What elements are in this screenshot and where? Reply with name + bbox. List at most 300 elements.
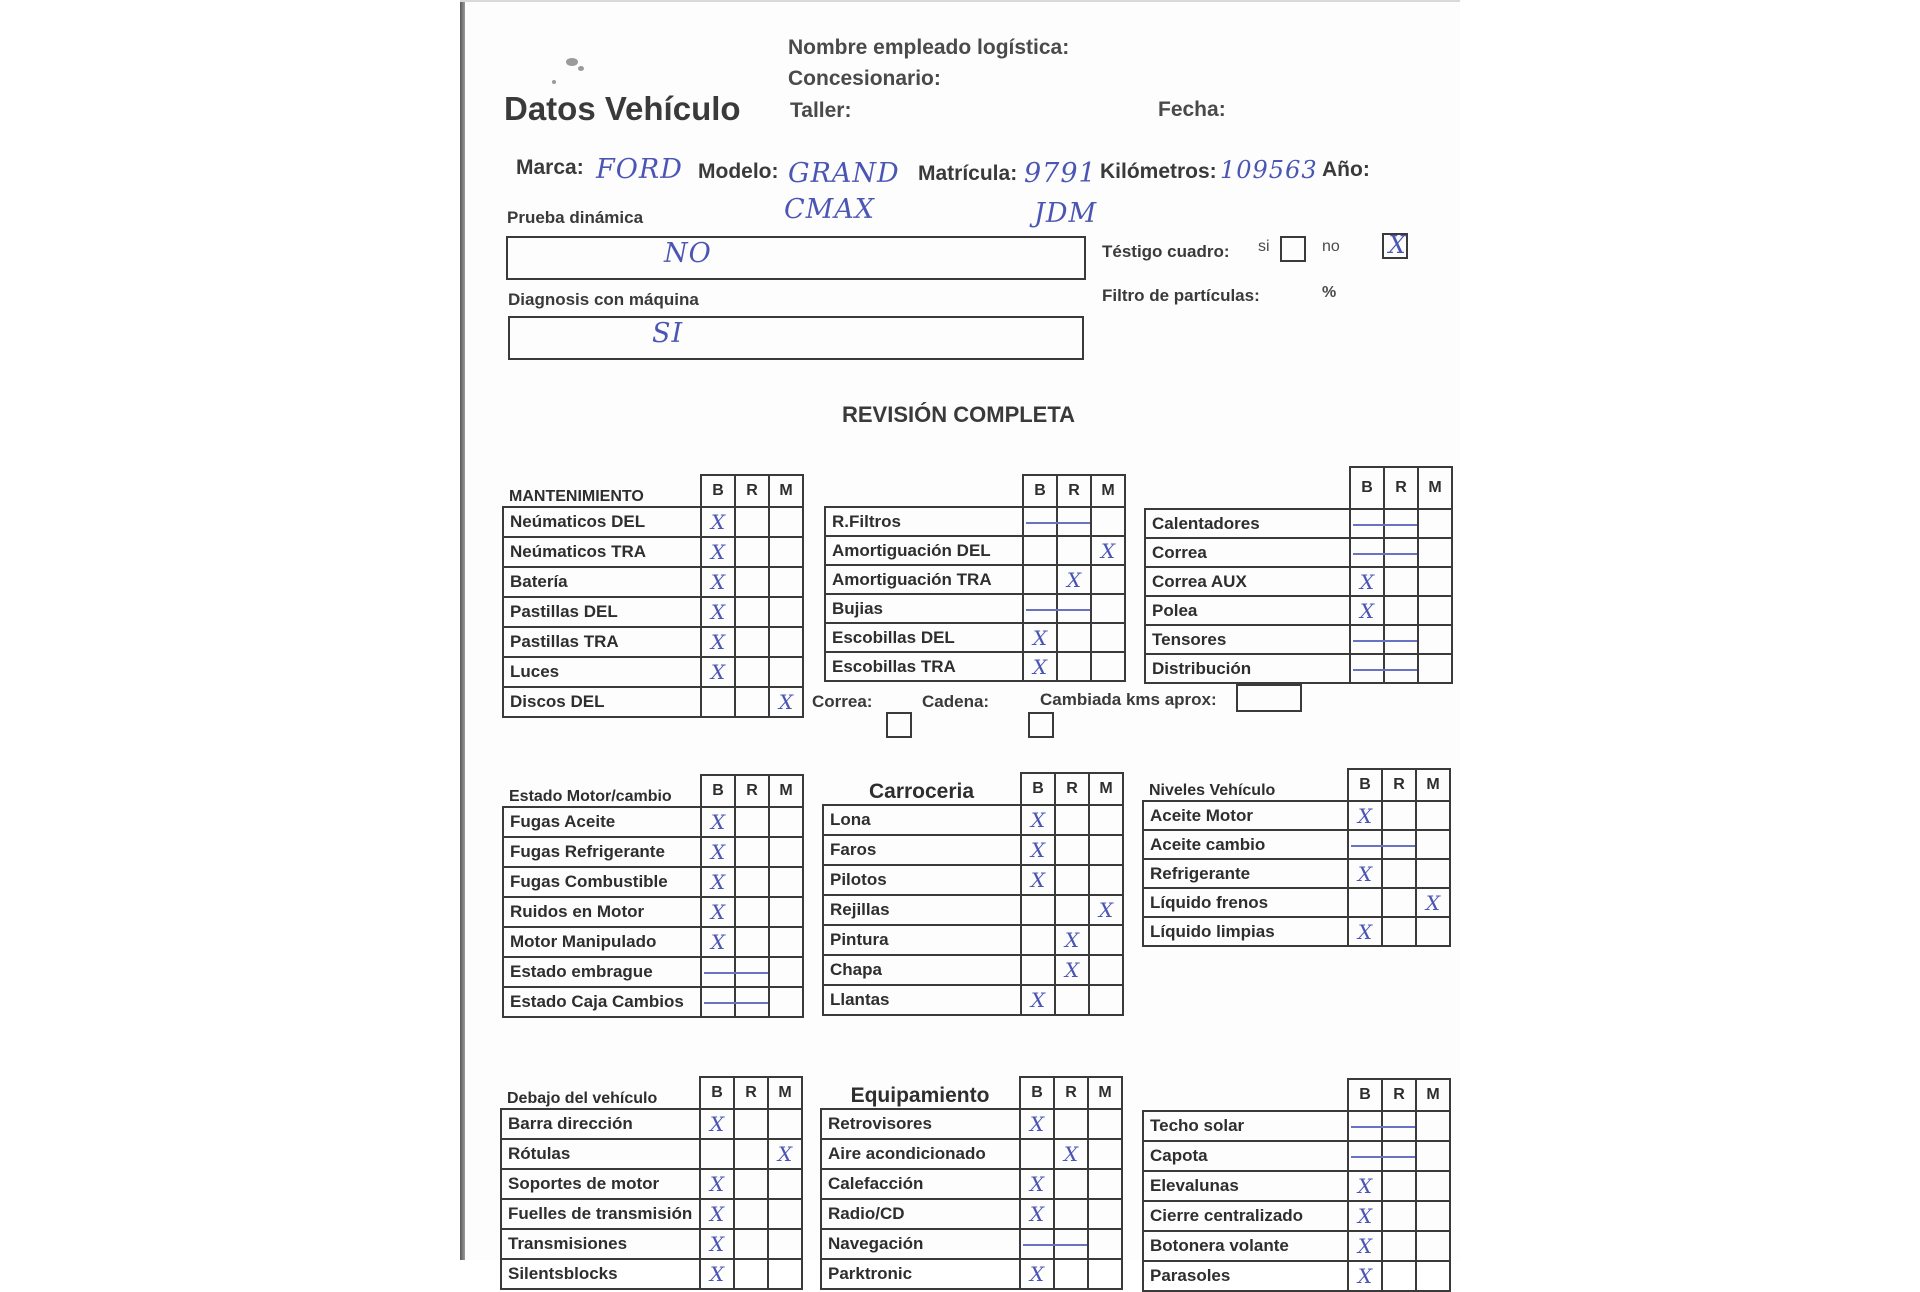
table-row <box>823 955 1123 985</box>
cell-m <box>769 537 803 567</box>
strike-line <box>1023 1244 1087 1246</box>
check-mark: X <box>1357 1204 1373 1228</box>
cell-r <box>1382 1231 1416 1261</box>
cell-m <box>769 807 803 837</box>
table-header-row <box>1145 467 1452 509</box>
cell-m <box>1416 830 1450 859</box>
kilometros-label: Kilómetros: <box>1100 160 1217 183</box>
row-label: Calefacción <box>821 1169 1020 1199</box>
diagnosis-field <box>508 316 1084 360</box>
cell-b <box>1350 625 1384 654</box>
check-mark: X <box>710 660 726 684</box>
section-title <box>1143 1079 1348 1111</box>
row-label: Escobillas DEL <box>825 623 1023 652</box>
table-header-row <box>503 475 803 507</box>
cell-b <box>1348 1201 1382 1231</box>
table-row <box>1143 888 1450 917</box>
cell-r <box>1055 865 1089 895</box>
cell-b <box>1348 917 1382 946</box>
column-header-m: M <box>769 475 803 507</box>
cell-m <box>1089 865 1123 895</box>
table-row <box>503 957 803 987</box>
cell-m <box>1418 625 1452 654</box>
cell-m <box>769 657 803 687</box>
cell-b <box>1348 888 1382 917</box>
row-label: Polea <box>1145 596 1350 625</box>
cell-r <box>734 1229 768 1259</box>
column-header-r: R <box>1054 1077 1088 1109</box>
cell-m <box>769 687 803 717</box>
cell-b <box>1348 1111 1382 1141</box>
table-row <box>821 1199 1122 1229</box>
cell-m <box>1088 1259 1122 1289</box>
kilometros-value: 109563 <box>1220 156 1318 184</box>
row-label: Elevalunas <box>1143 1171 1348 1201</box>
table-row <box>1145 538 1452 567</box>
cell-r <box>734 1109 768 1139</box>
cell-r <box>1384 596 1418 625</box>
cell-m <box>1418 596 1452 625</box>
cell-b <box>1350 538 1384 567</box>
testigo-no-mark: X <box>1388 231 1406 259</box>
anio-label: Año: <box>1322 158 1370 181</box>
check-mark: X <box>1064 958 1080 982</box>
cell-b <box>701 867 735 897</box>
cell-r <box>1382 917 1416 946</box>
cell-b <box>1020 1139 1054 1169</box>
row-label: Amortiguación TRA <box>825 565 1023 594</box>
table-header-row <box>503 775 803 807</box>
table-header-row <box>821 1077 1122 1109</box>
cell-m <box>1091 565 1125 594</box>
check-mark: X <box>1064 928 1080 952</box>
check-mark: X <box>1359 569 1375 594</box>
table-row <box>1143 830 1450 859</box>
row-label: R.Filtros <box>825 507 1023 536</box>
row-label: Ruidos en Motor <box>503 897 701 927</box>
row-label: Escobillas TRA <box>825 652 1023 681</box>
cell-r <box>1382 1171 1416 1201</box>
cell-r <box>734 1259 768 1289</box>
section-title: Carroceria <box>868 780 975 803</box>
check-mark: X <box>709 1112 725 1136</box>
row-label: Aceite cambio <box>1143 830 1348 859</box>
column-header-r: R <box>1057 475 1091 507</box>
correa-label: Correa: <box>812 692 873 711</box>
cell-m <box>769 837 803 867</box>
check-mark: X <box>1066 567 1082 592</box>
cell-b <box>1350 509 1384 538</box>
check-mark: X <box>710 570 726 594</box>
row-label: Capota <box>1143 1141 1348 1171</box>
cell-m <box>769 567 803 597</box>
cell-m <box>1088 1169 1122 1199</box>
cell-r <box>1055 955 1089 985</box>
cell-m <box>1088 1139 1122 1169</box>
cell-b <box>701 627 735 657</box>
cell-m <box>1089 805 1123 835</box>
table-row <box>501 1109 802 1139</box>
table-header-row <box>825 475 1125 507</box>
column-header-m: M <box>1416 769 1450 801</box>
cell-m <box>1091 536 1125 565</box>
cell-m <box>769 867 803 897</box>
modelo-label: Modelo: <box>698 160 779 183</box>
check-mark: X <box>1357 861 1373 886</box>
table-header-row <box>501 1077 802 1109</box>
column-header-b: B <box>1348 769 1382 801</box>
cell-b <box>1348 801 1382 830</box>
cell-m <box>769 957 803 987</box>
cell-m <box>1418 538 1452 567</box>
cell-r <box>1382 859 1416 888</box>
filtros-table <box>824 474 1126 682</box>
table-row <box>503 927 803 957</box>
check-mark: X <box>709 1262 725 1286</box>
check-mark: X <box>1029 1262 1045 1286</box>
cadena-label: Cadena: <box>922 692 990 711</box>
table-row <box>503 807 803 837</box>
column-header-m: M <box>1418 467 1452 509</box>
table-row <box>503 987 803 1017</box>
cell-r <box>735 567 769 597</box>
cell-r <box>1055 985 1089 1015</box>
cell-r <box>1057 536 1091 565</box>
row-label: Luces <box>503 657 701 687</box>
cell-b <box>1020 1259 1054 1289</box>
prueba-field <box>506 236 1086 280</box>
row-label: Líquido frenos <box>1143 888 1348 917</box>
check-mark: X <box>1100 538 1116 563</box>
niveles-table <box>1142 768 1451 947</box>
cell-b <box>1350 654 1384 683</box>
table-row <box>825 594 1125 623</box>
cell-b <box>700 1109 734 1139</box>
cell-m <box>1089 895 1123 925</box>
column-header-r: R <box>735 775 769 807</box>
row-label: Neúmaticos DEL <box>503 507 701 537</box>
table-row <box>1143 1111 1450 1141</box>
section-title: Equipamiento <box>850 1084 990 1107</box>
cell-m <box>769 597 803 627</box>
cell-b <box>1021 805 1055 835</box>
cell-b <box>1021 895 1055 925</box>
cell-b <box>1020 1109 1054 1139</box>
table-row <box>823 895 1123 925</box>
row-label: Fugas Refrigerante <box>503 837 701 867</box>
cell-b <box>1021 925 1055 955</box>
row-label: Llantas <box>823 985 1021 1015</box>
column-header-m: M <box>1416 1079 1450 1111</box>
cell-m <box>1416 1231 1450 1261</box>
strike-line <box>1351 1126 1415 1128</box>
cell-r <box>735 687 769 717</box>
row-label: Amortiguación DEL <box>825 536 1023 565</box>
check-mark: X <box>1032 625 1048 650</box>
cell-m <box>1416 1111 1450 1141</box>
cell-b <box>701 837 735 867</box>
check-mark: X <box>1357 919 1373 944</box>
cell-b <box>1021 985 1055 1015</box>
check-mark: X <box>710 840 726 864</box>
cell-r <box>1055 805 1089 835</box>
cell-r <box>735 807 769 837</box>
check-mark: X <box>1357 1264 1373 1288</box>
table-row <box>821 1259 1122 1289</box>
row-label: Barra dirección <box>501 1109 700 1139</box>
cell-r <box>1382 1201 1416 1231</box>
cadena-checkbox <box>1028 712 1054 738</box>
table-row <box>503 627 803 657</box>
cell-r <box>1384 567 1418 596</box>
cell-r <box>735 657 769 687</box>
marca-label: Marca: <box>516 156 584 179</box>
row-label: Rejillas <box>823 895 1021 925</box>
row-label: Pastillas DEL <box>503 597 701 627</box>
cell-m <box>1091 623 1125 652</box>
cell-r <box>735 537 769 567</box>
cell-m <box>1416 801 1450 830</box>
cell-b <box>1350 596 1384 625</box>
table-row <box>1143 1261 1450 1291</box>
cell-m <box>769 627 803 657</box>
column-header-b: B <box>700 1077 734 1109</box>
cell-m <box>768 1199 802 1229</box>
cell-b <box>1023 507 1057 536</box>
row-label: Fugas Combustible <box>503 867 701 897</box>
cell-b <box>701 897 735 927</box>
cell-b <box>701 927 735 957</box>
cell-b <box>701 597 735 627</box>
table-row <box>825 652 1125 681</box>
strike-line <box>1026 522 1090 524</box>
row-label: Batería <box>503 567 701 597</box>
check-mark: X <box>1357 1174 1373 1198</box>
row-label: Refrigerante <box>1143 859 1348 888</box>
column-header-b: B <box>1350 467 1384 509</box>
table-row <box>503 897 803 927</box>
mantenimiento-table <box>502 474 804 718</box>
table-row <box>1145 625 1452 654</box>
column-header-m: M <box>1089 773 1123 805</box>
row-label: Radio/CD <box>821 1199 1020 1229</box>
cell-m <box>1091 594 1125 623</box>
cell-m <box>1088 1229 1122 1259</box>
row-label: Silentsblocks <box>501 1259 700 1289</box>
row-label: Distribución <box>1145 654 1350 683</box>
table-row <box>501 1199 802 1229</box>
column-header-b: B <box>1020 1077 1054 1109</box>
table-row <box>503 657 803 687</box>
cell-m <box>768 1229 802 1259</box>
table-row <box>823 865 1123 895</box>
check-mark: X <box>710 870 726 894</box>
table-row <box>503 567 803 597</box>
cell-b <box>1023 652 1057 681</box>
carroceria-table <box>822 772 1124 1016</box>
column-header-r: R <box>735 475 769 507</box>
table-row <box>501 1139 802 1169</box>
column-header-b: B <box>1023 475 1057 507</box>
revision-title: REVISIÓN COMPLETA <box>842 402 1076 427</box>
check-mark: X <box>1030 988 1046 1012</box>
cell-b <box>1021 955 1055 985</box>
check-mark: X <box>1359 598 1375 623</box>
section-title <box>1145 467 1350 509</box>
strike-line <box>704 1002 768 1004</box>
row-label: Soportes de motor <box>501 1169 700 1199</box>
page-edge <box>460 0 465 1260</box>
cell-r <box>1382 1261 1416 1291</box>
cell-m <box>1091 507 1125 536</box>
row-label: Pintura <box>823 925 1021 955</box>
table-row <box>1145 567 1452 596</box>
matricula-value-1: 9791 <box>1024 158 1097 189</box>
cell-m <box>1088 1199 1122 1229</box>
cell-b <box>701 657 735 687</box>
table-row <box>1143 1141 1450 1171</box>
check-mark: X <box>1029 1112 1045 1136</box>
cell-b <box>1023 565 1057 594</box>
strike-line <box>1353 669 1417 671</box>
row-label: Lona <box>823 805 1021 835</box>
cell-m <box>1416 1171 1450 1201</box>
cell-r <box>734 1169 768 1199</box>
check-mark: X <box>1063 1142 1079 1166</box>
cell-r <box>1057 565 1091 594</box>
section-title: Niveles Vehículo <box>1149 782 1276 799</box>
row-label: Chapa <box>823 955 1021 985</box>
concesionario-label: Concesionario: <box>788 67 941 90</box>
strike-line <box>1026 609 1090 611</box>
cell-r <box>1057 652 1091 681</box>
cell-r <box>1055 895 1089 925</box>
cell-b <box>1350 567 1384 596</box>
check-mark: X <box>710 540 726 564</box>
table-header-row <box>1143 769 1450 801</box>
cell-r <box>734 1139 768 1169</box>
cell-b <box>701 507 735 537</box>
table-row <box>821 1169 1122 1199</box>
table-row <box>1143 1201 1450 1231</box>
table-row <box>503 837 803 867</box>
cell-m <box>1416 917 1450 946</box>
cell-r <box>1055 925 1089 955</box>
row-label: Aire acondicionado <box>821 1139 1020 1169</box>
table-row <box>823 925 1123 955</box>
table-header-row <box>1143 1079 1450 1111</box>
section-title <box>825 475 1023 507</box>
cell-r <box>1382 801 1416 830</box>
cambiada-field <box>1236 684 1302 712</box>
check-mark: X <box>710 930 726 954</box>
cell-r <box>1054 1199 1088 1229</box>
testigo-label: Téstigo cuadro: <box>1102 242 1230 261</box>
cell-b <box>701 987 735 1017</box>
cell-b <box>1020 1199 1054 1229</box>
column-header-m: M <box>1088 1077 1122 1109</box>
check-mark: X <box>1098 898 1114 922</box>
strike-line <box>704 972 768 974</box>
form-title: Datos Vehículo <box>504 90 741 127</box>
section-title: MANTENIMIENTO <box>509 488 644 505</box>
table-row <box>825 507 1125 536</box>
cell-b <box>701 537 735 567</box>
cell-m <box>1418 509 1452 538</box>
table-row <box>1143 917 1450 946</box>
ink-smudge <box>552 80 556 84</box>
cell-m <box>1089 835 1123 865</box>
cell-r <box>1054 1259 1088 1289</box>
row-label: Motor Manipulado <box>503 927 701 957</box>
empleado-label: Nombre empleado logística: <box>788 36 1070 59</box>
check-mark: X <box>1030 868 1046 892</box>
cell-r <box>735 867 769 897</box>
cambiada-label: Cambiada kms aprox: <box>1040 690 1217 709</box>
table-row <box>823 805 1123 835</box>
check-mark: X <box>1357 803 1373 828</box>
cell-r <box>1057 623 1091 652</box>
table-row <box>503 597 803 627</box>
table-row <box>501 1229 802 1259</box>
table-row <box>1143 1231 1450 1261</box>
cell-b <box>1020 1169 1054 1199</box>
cell-m <box>769 987 803 1017</box>
matricula-value-2: JDM <box>1034 198 1098 229</box>
check-mark: X <box>1030 838 1046 862</box>
prueba-label: Prueba dinámica <box>507 208 644 227</box>
cell-b <box>1348 1171 1382 1201</box>
testigo-si-label: si <box>1258 238 1270 255</box>
row-label: Retrovisores <box>821 1109 1020 1139</box>
row-label: Aceite Motor <box>1143 801 1348 830</box>
cell-b <box>701 957 735 987</box>
row-label: Estado embrague <box>503 957 701 987</box>
cell-m <box>769 927 803 957</box>
matricula-label: Matrícula: <box>918 162 1018 185</box>
cell-b <box>1021 865 1055 895</box>
check-mark: X <box>710 810 726 834</box>
cell-m <box>1418 654 1452 683</box>
cell-m <box>1416 1261 1450 1291</box>
fecha-label: Fecha: <box>1158 98 1226 121</box>
check-mark: X <box>778 690 794 714</box>
cell-m <box>1088 1109 1122 1139</box>
row-label: Cierre centralizado <box>1143 1201 1348 1231</box>
table-row <box>825 536 1125 565</box>
cell-m <box>1416 859 1450 888</box>
row-label: Botonera volante <box>1143 1231 1348 1261</box>
table-row <box>825 623 1125 652</box>
cell-b <box>1023 536 1057 565</box>
taller-label: Taller: <box>790 99 852 122</box>
table-row <box>823 985 1123 1015</box>
row-label: Techo solar <box>1143 1111 1348 1141</box>
cell-m <box>1416 1141 1450 1171</box>
table-row <box>1143 1171 1450 1201</box>
testigo-no-checkbox <box>1382 233 1408 259</box>
table-row <box>1143 801 1450 830</box>
row-label: Discos DEL <box>503 687 701 717</box>
column-header-r: R <box>1384 467 1418 509</box>
cell-b <box>1023 594 1057 623</box>
row-label: Parktronic <box>821 1259 1020 1289</box>
strike-line <box>1353 553 1417 555</box>
estado-motor-table <box>502 774 804 1018</box>
cell-r <box>1054 1169 1088 1199</box>
row-label: Correa <box>1145 538 1350 567</box>
cell-b <box>700 1169 734 1199</box>
